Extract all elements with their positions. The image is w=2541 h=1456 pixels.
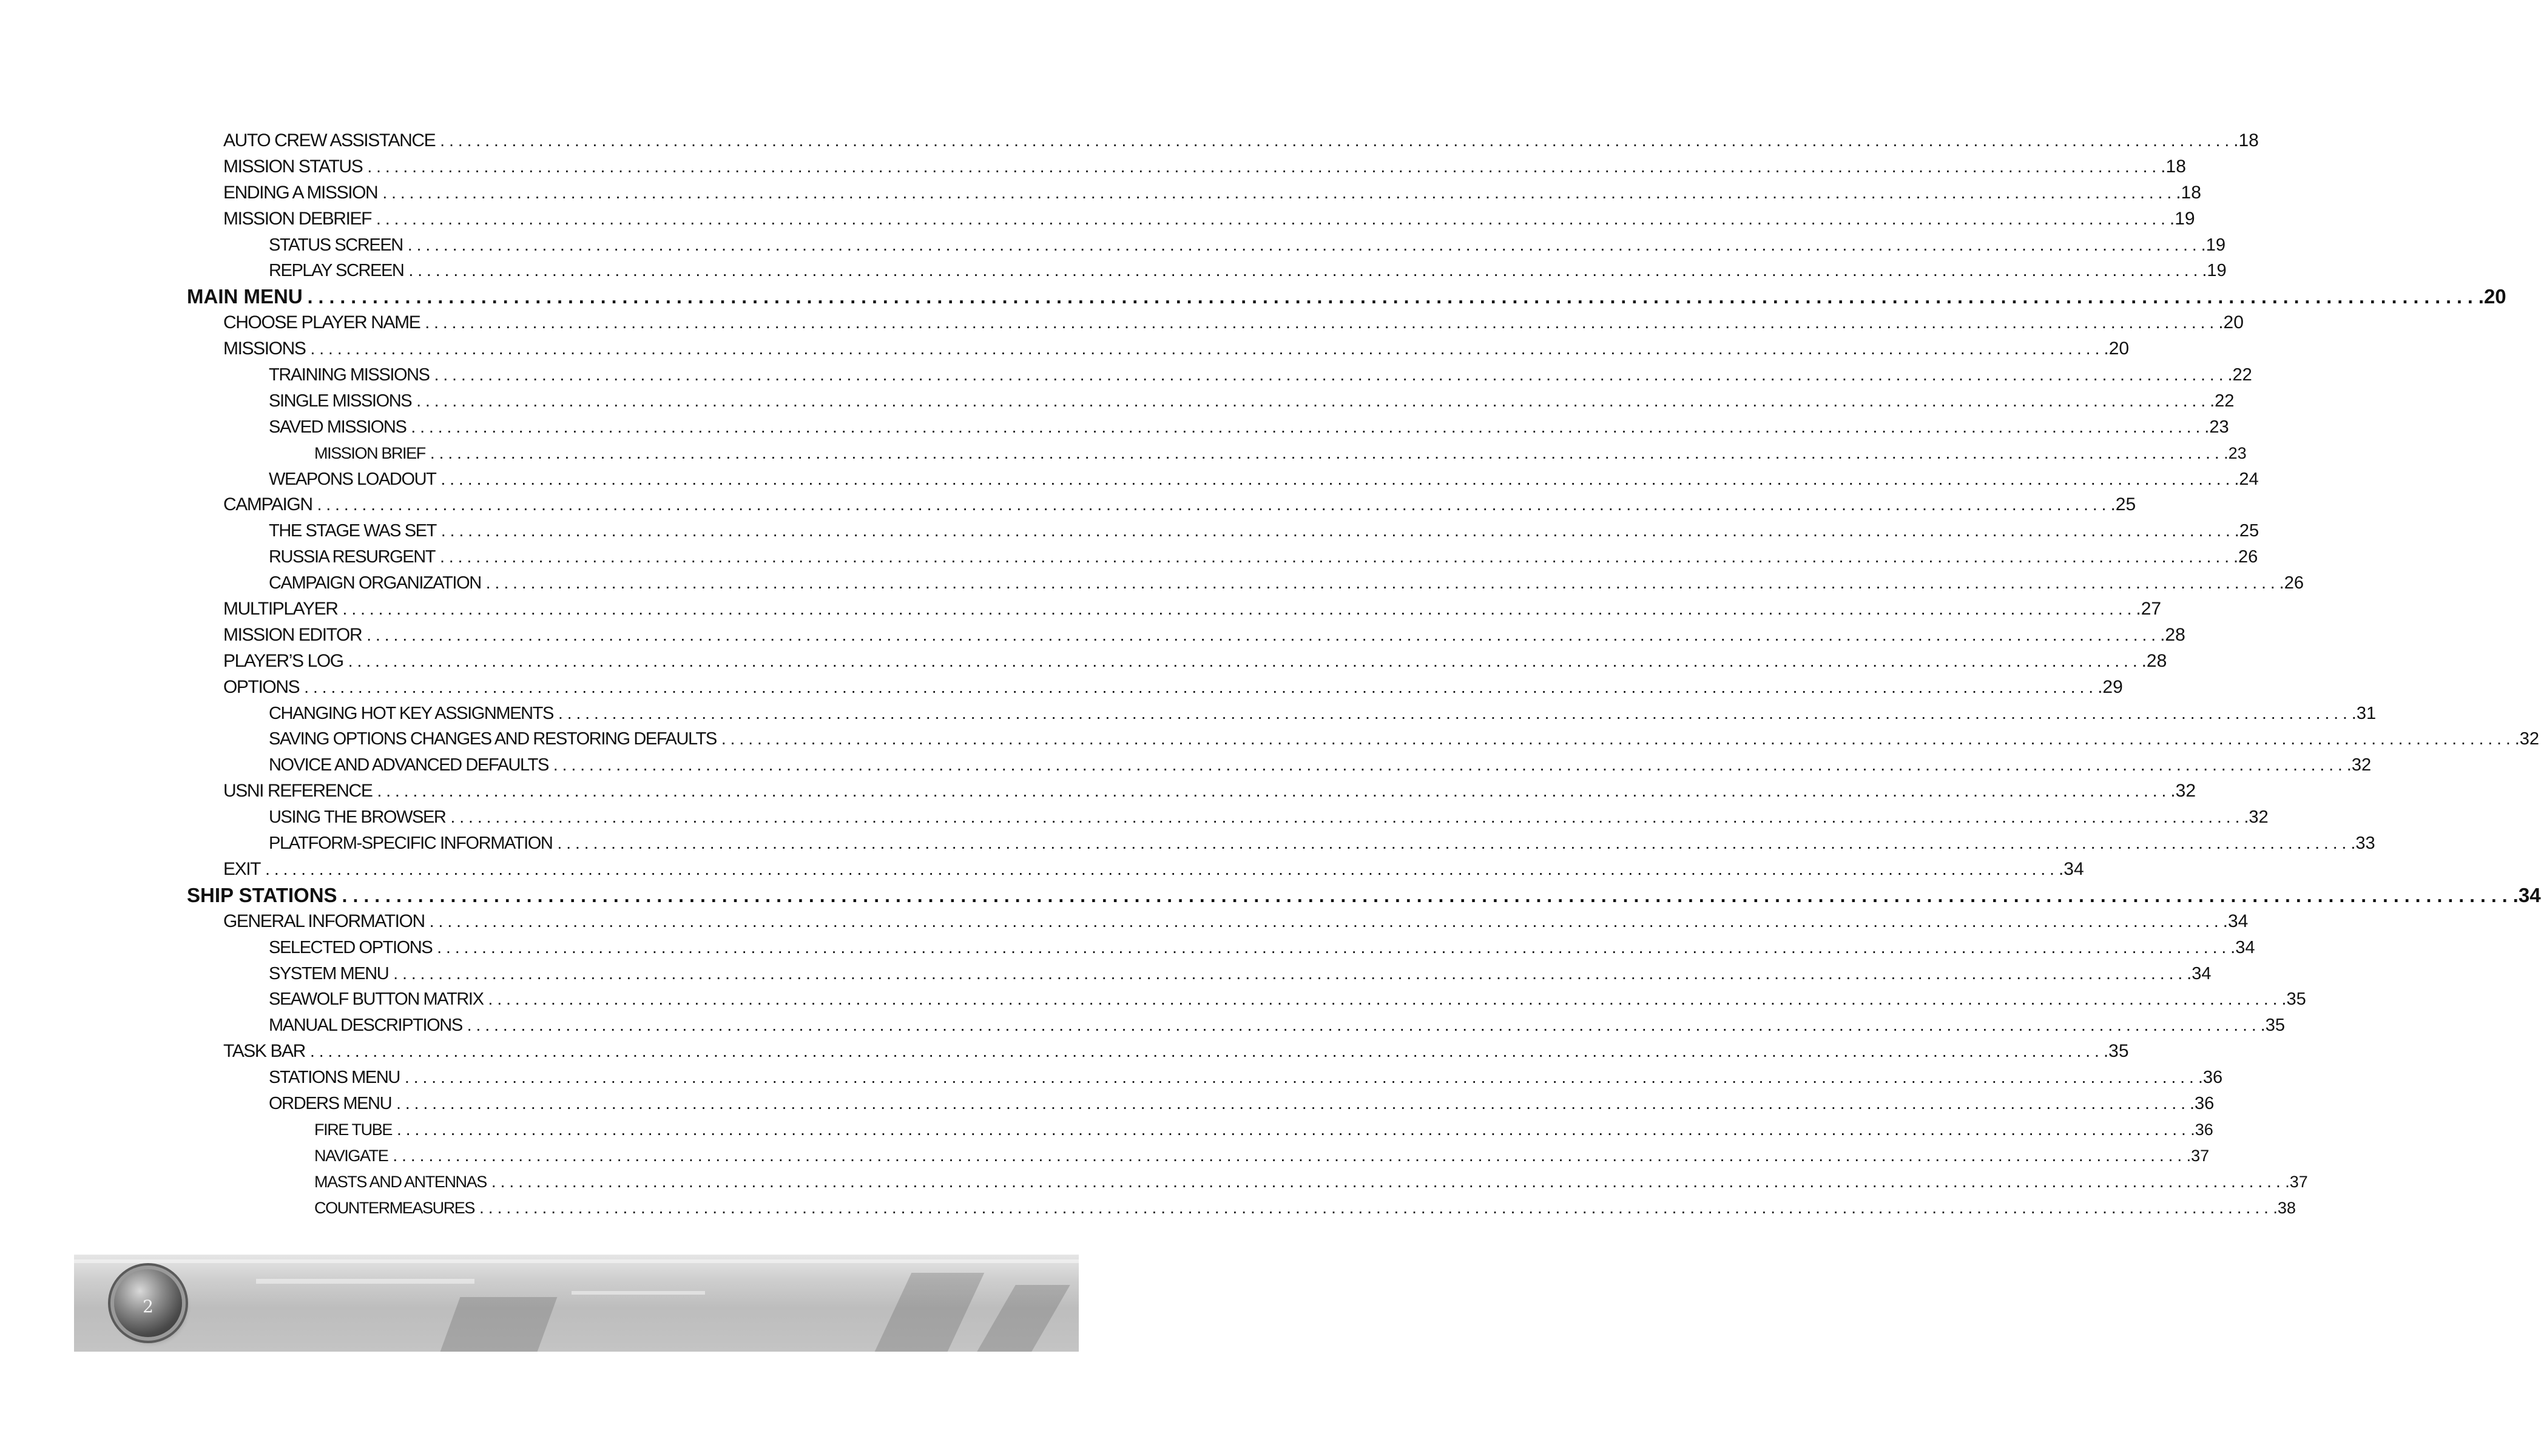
toc-entry[interactable] [187, 778, 2196, 804]
dot-leader: ........................................................................................................................................................................................................ [440, 521, 2235, 541]
toc-entry[interactable] [187, 1013, 2285, 1039]
dot-leader: ........................................................................................................................................................................................................ [408, 261, 2202, 280]
toc-entry-title: MAIN MENU [187, 285, 303, 308]
toc-entry[interactable] [187, 909, 2249, 935]
footer-banner [74, 1255, 1079, 1352]
toc-section-heading[interactable] [187, 883, 2541, 909]
toc-entry-page: .18 [2233, 130, 2259, 150]
toc-entry[interactable] [187, 649, 2167, 675]
toc-entry-page: .19 [2202, 261, 2227, 281]
toc-entry-title: COUNTERMEASURES [314, 1198, 475, 1217]
toc-entry-title: STATIONS MENU [269, 1068, 400, 1088]
toc-entry-title: OPTIONS [223, 676, 300, 697]
toc-entry-title: SEAWOLF BUTTON MATRIX [269, 989, 484, 1009]
toc-entry-title: TRAINING MISSIONS [269, 365, 430, 385]
toc-entry-title: NOVICE AND ADVANCED DEFAULTS [269, 755, 548, 775]
toc-entry-page: .36 [2198, 1068, 2223, 1088]
toc-entry-page: .20 [2478, 285, 2506, 308]
toc-entry[interactable] [187, 752, 2372, 778]
toc-entry-page: .35 [2281, 989, 2306, 1009]
toc-entry[interactable] [187, 518, 2259, 544]
toc-entry-page: .31 [2351, 703, 2377, 723]
toc-entry-page: .28 [2141, 650, 2167, 671]
toc-entry[interactable] [187, 362, 2252, 388]
toc-entry-title: FIRE TUBE [314, 1120, 392, 1139]
toc-entry-title: MASTS AND ANTENNAS [314, 1172, 487, 1191]
dot-leader: ........................................................................................................................................................................................................ [440, 131, 2234, 150]
dot-leader: ........................................................................................................................................................................................................ [309, 1042, 2104, 1061]
toc-entry-title: SHIP STATIONS [187, 883, 337, 906]
toc-entry-title: NAVIGATE [314, 1146, 388, 1165]
toc-section-heading[interactable] [187, 284, 2506, 310]
dot-leader: ........................................................................................................................................................................................................ [434, 365, 2228, 385]
toc-entry[interactable] [187, 701, 2377, 727]
toc-entry[interactable] [187, 414, 2229, 440]
toc-entry-title: MANUAL DESCRIPTIONS [269, 1016, 462, 1036]
toc-entry-page: .19 [2169, 208, 2195, 229]
toc-entry-title: ORDERS MENU [269, 1093, 392, 1113]
toc-entry-page: .26 [2279, 573, 2304, 593]
toc-entry[interactable] [187, 492, 2136, 518]
toc-entry-title: MISSION BRIEF [314, 443, 425, 462]
toc-entry-page: .20 [2104, 339, 2130, 359]
dot-leader: ........................................................................................................................................................................................................ [377, 781, 2171, 801]
toc-entry[interactable] [187, 180, 2201, 206]
toc-entry[interactable] [187, 857, 2084, 883]
toc-entry[interactable] [187, 1143, 2210, 1169]
toc-entry-page: .32 [2346, 755, 2372, 775]
toc-entry-title: MULTIPLAYER [223, 599, 338, 619]
page-number-badge [114, 1269, 182, 1337]
toc-entry-title: REPLAY SCREEN [269, 261, 404, 281]
toc-entry-title: USING THE BROWSER [269, 807, 446, 827]
toc-entry-page: .23 [2204, 417, 2229, 437]
toc-entry-page: .27 [2136, 599, 2162, 619]
toc-entry-page: .35 [2260, 1016, 2285, 1036]
toc-entry-page: .29 [2097, 676, 2123, 697]
toc-entry[interactable] [187, 206, 2195, 232]
dot-leader: ........................................................................................................................................................................................................ [425, 313, 2219, 332]
dot-leader: ........................................................................................................................................................................................................ [411, 417, 2205, 436]
toc-entry-title: SAVING OPTIONS CHANGES AND RESTORING DEFAULTS [269, 729, 717, 749]
toc-entry-page: .32 [2514, 729, 2540, 749]
toc-entry-title: RUSSIA RESURGENT [269, 547, 436, 567]
toc-entry[interactable] [187, 961, 2212, 987]
toc-entry-page: .32 [2170, 781, 2196, 801]
toc-entry[interactable] [187, 310, 2244, 336]
toc-entry-title: CAMPAIGN [223, 494, 312, 515]
toc-entry-page: .38 [2273, 1198, 2296, 1217]
dot-leader: ........................................................................................................................................................................................................ [440, 547, 2233, 567]
toc-entry[interactable] [187, 935, 2255, 961]
toc-entry-page: .25 [2234, 521, 2259, 541]
dot-leader: ........................................................................................................................................................................................................ [430, 443, 2224, 462]
dot-leader: ........................................................................................................................................................................................................ [721, 729, 2515, 749]
dot-leader: ........................................................................................................................................................................................................ [429, 911, 2223, 931]
dot-leader: ........................................................................................................................................................................................................ [557, 834, 2351, 853]
dot-leader: ........................................................................................................................................................................................................ [553, 755, 2347, 775]
toc-entry-page: .35 [2103, 1041, 2129, 1062]
toc-entry-title: MISSION STATUS [223, 156, 363, 177]
dot-leader: ........................................................................................................................................................................................................ [440, 469, 2235, 488]
page-number: 2 [143, 1296, 154, 1316]
dot-leader: ........................................................................................................................................................................................................ [310, 339, 2104, 359]
dot-leader: ........................................................................................................................................................................................................ [304, 677, 2098, 696]
toc-entry-page: .19 [2201, 235, 2225, 255]
toc-entry-page: .37 [2186, 1146, 2210, 1165]
toc-entry-title: TASK BAR [223, 1041, 305, 1062]
toc-entry-title: STATUS SCREEN [269, 235, 403, 255]
toc-entry-page: .28 [2160, 624, 2185, 645]
dot-leader: ........................................................................................................................................................................................................ [416, 391, 2210, 410]
toc-entry[interactable] [187, 336, 2130, 362]
toc-entry-page: .26 [2233, 547, 2258, 567]
toc-entry-title: WEAPONS LOADOUT [269, 469, 436, 489]
dot-leader: ........................................................................................................................................................................................................ [393, 963, 2187, 983]
toc-entry-page: .34 [2230, 937, 2255, 957]
toc-entry-page: .36 [2189, 1093, 2215, 1113]
toc-entry[interactable] [187, 622, 2185, 649]
toc-entry-page: .36 [2190, 1120, 2213, 1139]
toc-entry-title: CHANGING HOT KEY ASSIGNMENTS [269, 703, 553, 723]
toc-entry-title: CAMPAIGN ORGANIZATION [269, 573, 481, 593]
toc-entry[interactable] [187, 232, 2225, 258]
toc-entry-page: .22 [2210, 391, 2235, 411]
dot-leader: ........................................................................................................................................................................................................ [488, 989, 2282, 1009]
toc-entry[interactable] [187, 570, 2304, 596]
toc-entry[interactable] [187, 1117, 2213, 1143]
dot-leader: ........................................................................................................................................................................................................ [376, 209, 2170, 228]
dot-leader: ........................................................................................................................................................................................................ [366, 625, 2161, 644]
dot-leader: ........................................................................................................................................................................................................ [491, 1171, 2285, 1191]
toc-entry[interactable] [187, 1039, 2129, 1065]
toc-entry-page: .32 [2244, 807, 2269, 827]
toc-entry-title: THE STAGE WAS SET [269, 521, 436, 541]
toc-entry-title: PLAYER’S LOG [223, 650, 343, 671]
dot-leader: ........................................................................................................................................................................................................ [450, 807, 2244, 827]
dot-leader: ........................................................................................................................................................................................................ [437, 937, 2231, 957]
toc-entry-title: SAVED MISSIONS [269, 417, 407, 437]
toc-entry-title: CHOOSE PLAYER NAME [223, 312, 420, 333]
toc-entry-title: SYSTEM MENU [269, 963, 389, 983]
toc-entry-title: MISSION DEBRIEF [223, 208, 372, 229]
toc-entry-title: EXIT [223, 858, 261, 879]
dot-leader: ........................................................................................................................................................................................................ [467, 1016, 2261, 1035]
toc-entry-page: .18 [2161, 156, 2186, 177]
toc-entry[interactable] [187, 154, 2186, 180]
dot-leader: ........................................................................................................................................................................................................ [396, 1119, 2190, 1139]
dot-leader: ........................................................................................................................................................................................................ [407, 235, 2201, 254]
dot-leader: ........................................................................................................................................................................................................ [265, 859, 2059, 878]
toc-entry-title: SINGLE MISSIONS [269, 391, 412, 411]
toc-entry-page: .34 [2222, 911, 2249, 931]
toc-entry-title: AUTO CREW ASSISTANCE [223, 130, 436, 150]
toc-entry[interactable] [187, 986, 2306, 1013]
toc-entry-title: GENERAL INFORMATION [223, 911, 425, 931]
toc-entry-page: .33 [2350, 834, 2375, 854]
toc-entry-page: .25 [2110, 494, 2136, 515]
toc-entry-title: SELECTED OPTIONS [269, 937, 433, 957]
toc-entry[interactable] [187, 675, 2123, 701]
toc-entry[interactable] [187, 440, 2247, 467]
toc-entry[interactable] [187, 388, 2235, 414]
dot-leader: ........................................................................................................................................................................................................ [382, 183, 2176, 202]
toc-entry-title: ENDING A MISSION [223, 182, 378, 203]
table-of-contents [187, 128, 2541, 1221]
toc-entry-page: .34 [2187, 963, 2212, 983]
toc-entry[interactable] [187, 1065, 2223, 1091]
toc-entry-title: MISSIONS [223, 339, 306, 359]
toc-entry[interactable] [187, 726, 2540, 752]
toc-entry-title: MISSION EDITOR [223, 624, 362, 645]
toc-entry[interactable] [187, 596, 2162, 622]
toc-entry-page: .22 [2227, 365, 2252, 385]
toc-entry-page: .23 [2224, 443, 2247, 462]
toc-entry-page: .24 [2234, 469, 2259, 489]
dot-leader: ........................................................................................................................................................................................................ [485, 573, 2279, 593]
dot-leader: ........................................................................................................................................................................................................ [367, 157, 2161, 176]
toc-entry[interactable] [187, 804, 2269, 831]
dot-leader: ........................................................................................................................................................................................................ [479, 1198, 2273, 1217]
toc-entry-page: .18 [2176, 182, 2201, 203]
dot-leader: ........................................................................................................................................................................................................ [393, 1145, 2187, 1165]
toc-entry[interactable] [187, 1195, 2296, 1221]
toc-entry[interactable] [187, 1091, 2215, 1117]
toc-entry-title: PLATFORM-SPECIFIC INFORMATION [269, 834, 553, 854]
dot-leader: ........................................................................................................................................................................................................ [404, 1068, 2198, 1087]
dot-leader: ........................................................................................................................................................................................................ [317, 495, 2111, 514]
dot-leader: ........................................................................................................................................................................................................ [558, 703, 2352, 723]
toc-entry[interactable] [187, 544, 2258, 570]
toc-entry[interactable] [187, 1169, 2308, 1195]
toc-entry-title: USNI REFERENCE [223, 781, 373, 801]
toc-entry-page: .34 [2512, 883, 2541, 906]
toc-entry[interactable] [187, 467, 2259, 493]
toc-entry[interactable] [187, 128, 2259, 154]
toc-entry[interactable] [187, 831, 2375, 857]
dot-leader: ........................................................................................................................................................................................................ [342, 884, 2513, 906]
dot-leader: ........................................................................................................................................................................................................ [342, 599, 2136, 619]
dot-leader: ........................................................................................................................................................................................................ [348, 651, 2142, 670]
toc-entry[interactable] [187, 258, 2227, 284]
dot-leader: ........................................................................................................................................................................................................ [307, 286, 2479, 308]
toc-entry-page: .20 [2218, 312, 2244, 333]
dot-leader: ........................................................................................................................................................................................................ [396, 1093, 2190, 1113]
toc-entry-page: .34 [2058, 858, 2084, 879]
toc-entry-page: .37 [2285, 1172, 2308, 1191]
